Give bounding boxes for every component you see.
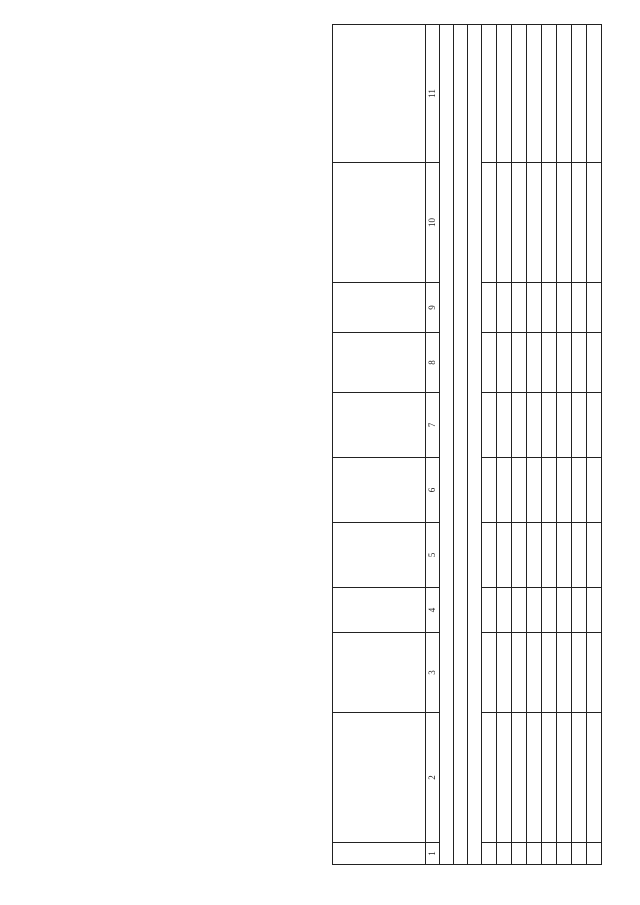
table-cell [557, 393, 572, 458]
table-cell [497, 588, 512, 633]
table-cell [572, 393, 587, 458]
table-cell [557, 25, 572, 163]
table-cell [482, 458, 497, 523]
table-cell [542, 333, 557, 393]
table-row [482, 25, 497, 865]
table-cell [587, 458, 602, 523]
table-cell [527, 458, 542, 523]
document-title [272, 50, 317, 840]
table-cell [512, 523, 527, 588]
table-cell [572, 843, 587, 865]
section-row [454, 25, 468, 865]
header-line [138, 20, 152, 320]
rotated-content [22, 10, 622, 880]
header-cell [333, 523, 426, 588]
table-cell [557, 633, 572, 713]
table-cell [512, 163, 527, 283]
title-line [302, 50, 317, 840]
column-number-row [426, 25, 440, 865]
table-cell [587, 713, 602, 843]
table-cell [572, 25, 587, 163]
table-cell [542, 25, 557, 163]
column-number: 4 [426, 588, 440, 633]
header-cell [333, 25, 426, 163]
table-cell [482, 283, 497, 333]
table-cell [512, 843, 527, 865]
table-cell [557, 523, 572, 588]
table-cell [482, 333, 497, 393]
table-cell [512, 25, 527, 163]
column-number: 6 [426, 458, 440, 523]
header-line [68, 20, 82, 320]
measures-table [332, 24, 602, 865]
table-row [542, 25, 557, 865]
table-cell [527, 25, 542, 163]
table-row [572, 25, 587, 865]
table-cell [572, 283, 587, 333]
table-cell [512, 458, 527, 523]
header-line [152, 20, 166, 320]
table-cell [542, 843, 557, 865]
table-cell [542, 458, 557, 523]
table-cell [557, 333, 572, 393]
table-cell [557, 588, 572, 633]
table-cell [527, 843, 542, 865]
header-line [40, 20, 54, 320]
table-cell [482, 523, 497, 588]
table-cell [542, 393, 557, 458]
table-cell [527, 393, 542, 458]
table-cell [572, 588, 587, 633]
table-cell [572, 713, 587, 843]
table-cell [512, 333, 527, 393]
table-cell [482, 713, 497, 843]
column-number: 1 [426, 843, 440, 865]
table-row [527, 25, 542, 865]
table-cell [527, 713, 542, 843]
table-cell [497, 713, 512, 843]
column-number: 8 [426, 333, 440, 393]
table-cell [497, 25, 512, 163]
table-cell [512, 588, 527, 633]
header-line [96, 20, 110, 320]
section-cell [440, 25, 454, 865]
table-cell [542, 283, 557, 333]
column-number: 2 [426, 713, 440, 843]
table-cell [482, 163, 497, 283]
title-line [272, 50, 287, 840]
table-cell [482, 843, 497, 865]
table-cell [542, 588, 557, 633]
column-number: 7 [426, 393, 440, 458]
column-number: 9 [426, 283, 440, 333]
table-cell [527, 333, 542, 393]
table-cell [587, 333, 602, 393]
table-cell [497, 393, 512, 458]
table-cell [557, 458, 572, 523]
table-row [497, 25, 512, 865]
table-cell [557, 713, 572, 843]
header-cell [333, 393, 426, 458]
table-cell [572, 523, 587, 588]
table-cell [497, 163, 512, 283]
table-cell [512, 283, 527, 333]
section-cell [454, 25, 468, 865]
table-cell [482, 25, 497, 163]
table-cell [512, 393, 527, 458]
table-cell [482, 588, 497, 633]
column-number: 5 [426, 523, 440, 588]
table-cell [587, 523, 602, 588]
header-cell [333, 633, 426, 713]
column-number: 11 [426, 25, 440, 163]
header-line [54, 20, 68, 320]
table-cell [527, 523, 542, 588]
table-cell [572, 458, 587, 523]
header-cell [333, 843, 426, 865]
table-cell [512, 633, 527, 713]
table-cell [527, 283, 542, 333]
header-cell [333, 163, 426, 283]
table-cell [482, 633, 497, 713]
table-cell [587, 393, 602, 458]
table-cell [512, 713, 527, 843]
table-cell [497, 633, 512, 713]
column-number: 3 [426, 633, 440, 713]
table-cell [497, 843, 512, 865]
table-cell [572, 163, 587, 283]
table-cell [527, 163, 542, 283]
header-cell [333, 283, 426, 333]
table-cell [542, 633, 557, 713]
table-cell [497, 283, 512, 333]
header-cell [333, 458, 426, 523]
table-cell [572, 633, 587, 713]
header-line [124, 20, 138, 320]
section-cell [468, 25, 482, 865]
appendix-header [40, 20, 166, 320]
table-cell [557, 163, 572, 283]
table-row [557, 25, 572, 865]
table-cell [587, 588, 602, 633]
table-cell [572, 333, 587, 393]
header-cell [333, 713, 426, 843]
column-number: 10 [426, 163, 440, 283]
table-row [587, 25, 602, 865]
table-cell [587, 843, 602, 865]
header-line [110, 20, 124, 320]
header-cell [333, 588, 426, 633]
table-cell [497, 458, 512, 523]
table-cell [587, 283, 602, 333]
table-cell [527, 588, 542, 633]
table-cell [497, 333, 512, 393]
section-row [440, 25, 454, 865]
table-cell [557, 283, 572, 333]
table-cell [587, 163, 602, 283]
table-cell [587, 25, 602, 163]
table-cell [497, 523, 512, 588]
table-cell [542, 523, 557, 588]
table-header-row [333, 25, 426, 865]
table-cell [482, 393, 497, 458]
table-cell [557, 843, 572, 865]
header-line [82, 20, 96, 320]
header-cell [333, 333, 426, 393]
table-cell [542, 713, 557, 843]
table-cell [542, 163, 557, 283]
title-line [287, 50, 302, 840]
table-cell [587, 633, 602, 713]
table-row [512, 25, 527, 865]
table-cell [527, 633, 542, 713]
section-row [468, 25, 482, 865]
measures-table-container [332, 25, 612, 865]
